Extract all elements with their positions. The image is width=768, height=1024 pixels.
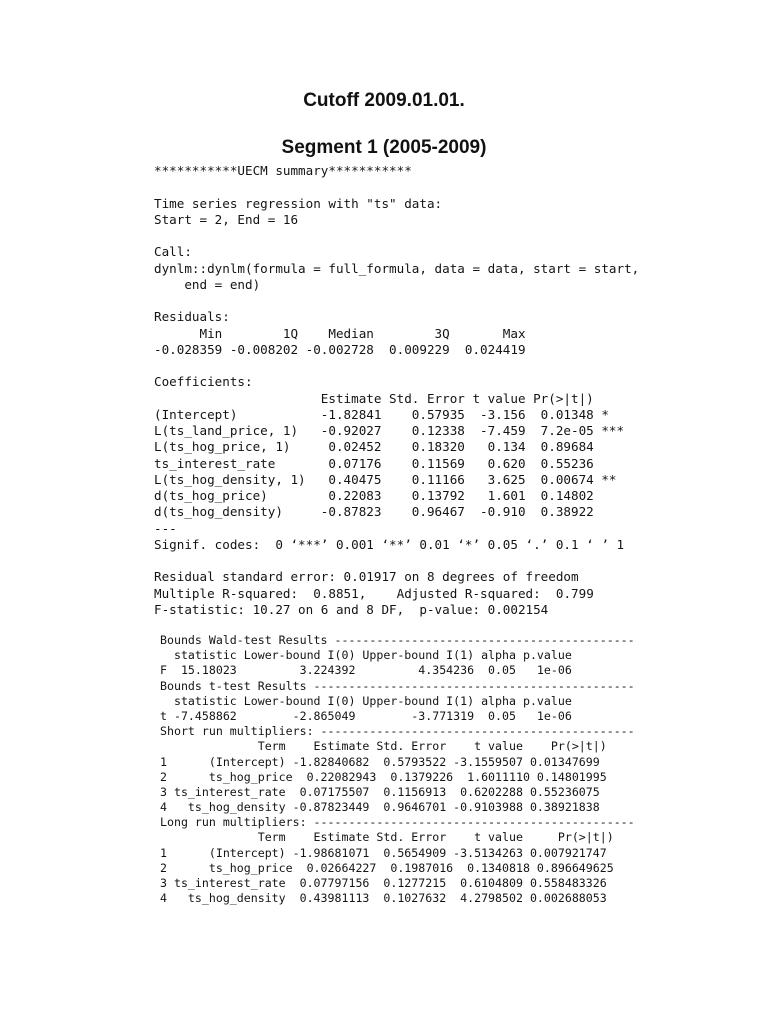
- document-title: Cutoff 2009.01.01.: [303, 90, 465, 111]
- uecm-summary-output: ***********UECM summary*********** Time series regression with "ts" data: Start = 2, End = 16 Call: dynlm::dynlm(formula = full_formula, data = data, start = start, end = end) Residuals: Min 1Q Median 3Q Max -0.028359 -0.008202 -0.002728 0.009229 0.024419 Coefficients: Estimate Std. Error t value Pr(>|t|) (Intercept) -1.82841 0.57935 -3.156 0.01348 * L(ts_land_price, 1) -0.92027 0.12338 -7.459 7.2e-05 *** L(ts_hog_price, 1) 0.02452 0.18320 0.134 0.89684 ts_interest_rate 0.07176 0.11569 0.620 0.55236 L(ts_hog_density, 1) 0.40475 0.11166 3.625 0.00674 ** d(ts_hog_price) 0.22083 0.13792 1.601 0.14802 d(ts_hog_density) -0.87823 0.96467 -0.910 0.38922 --- Signif. codes: 0 ‘***’ 0.001 ‘**’ 0.01 ‘*’ 0.05 ‘.’ 0.1 ‘ ’ 1 Residual standard error: 0.01917 on 8 degrees of freedom Multiple R-squared: 0.8851, Adjusted R-squared: 0.799 F-statistic: 10.27 on 6 and 8 DF, p-value: 0.002154: [154, 163, 640, 617]
- bounds-test-and-multipliers-output: Bounds Wald-test Results ------------------------------------------- statistic Lower-bound I(0) Upper-bound I(1) alpha p.value F 15.18023 3.224392 4.354236 0.05 1e-06 Bounds t-test Results ---------------------------------------------- statistic Lower-bound I(0) Upper-bound I(1) alpha p.value t -7.458862 -2.865049 -3.771319 0.05 1e-06 Short run multipliers: --------------------------------------------- Term Estimate Std. Error t value Pr(>|t|) 1 (Intercept) -1.82840682 0.5793522 -3.1559507 0.01347699 2 ts_hog_price 0.22082943 0.1379226 1.6011110 0.14801995 3 ts_interest_rate 0.07175507 0.1156913 0.6202288 0.55236075 4 ts_hog_density -0.87823449 0.9646701 -0.9103988 0.38921838 Long run multipliers: ---------------------------------------------- Term Estimate Std. Error t value Pr(>|t|) 1 (Intercept) -1.98681071 0.5654909 -3.5134263 0.007921747 2 ts_hog_price 0.02664227 0.1987016 0.1340818 0.896649625 3 ts_interest_rate 0.07797156 0.1277215 0.6104809 0.558483326 4 ts_hog_density 0.43981113 0.1027632 4.2798502 0.002688053: [160, 633, 635, 906]
- segment-title: Segment 1 (2005-2009): [281, 137, 487, 158]
